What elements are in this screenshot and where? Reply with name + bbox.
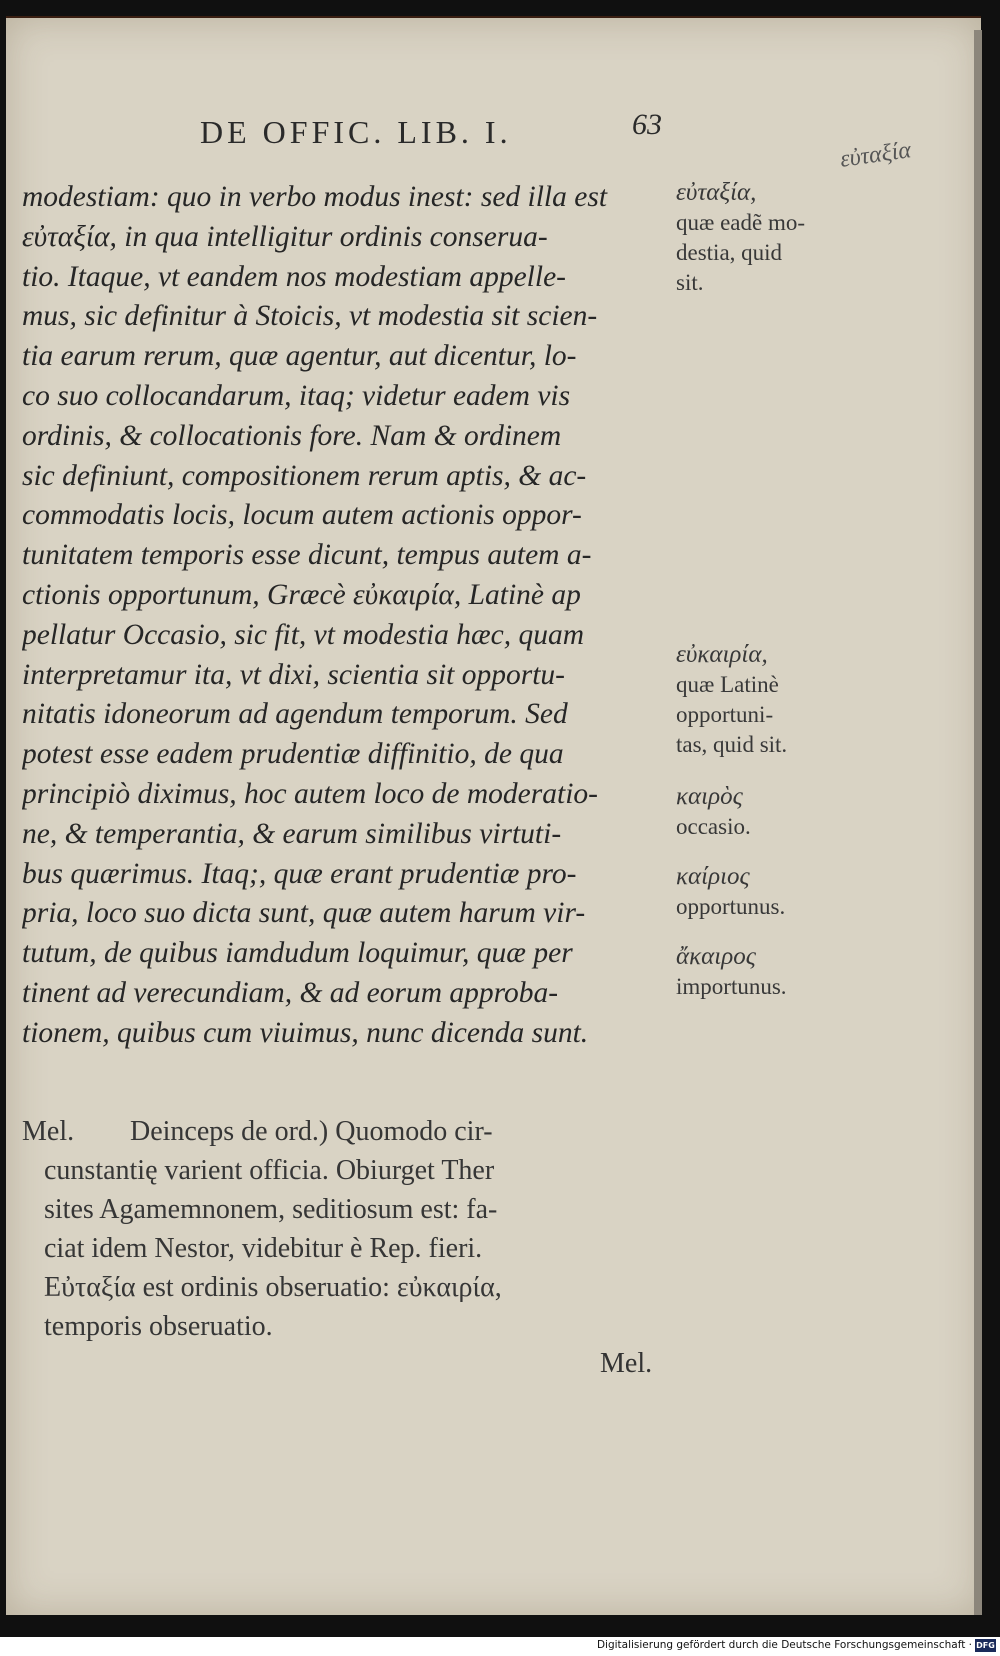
running-head (200, 108, 662, 151)
commentary-line: ciat idem Nestor, videbitur è Rep. fieri. (44, 1233, 483, 1264)
text-line: sic definiunt, compositionem rerum aptis, & ac- (22, 459, 587, 492)
margin-note-line: quæ eadẽ mo- (676, 210, 806, 235)
text-line: interpretamur ita, vt dixi, scientia sit opportu- (22, 658, 565, 691)
margin-note-kairios (676, 862, 876, 922)
text-line: mus, sic definitur à Stoicis, vt modestia sit scien- (22, 300, 598, 333)
margin-note-head: καίριος (676, 863, 750, 890)
text-line: pellatur Occasio, sic fit, vt modestia hæc, quam (22, 618, 585, 651)
text-line: ne, & temperantia, & earum similibus virtuti- (22, 817, 562, 850)
margin-note-head: καιρὸς (676, 783, 743, 810)
commentary-label: Mel. (22, 1116, 75, 1147)
text-line: tinent ad verecundiam, & ad eorum approba- (22, 976, 559, 1009)
text-line: ordinis, & collocationis fore. Nam & ordinem (22, 419, 562, 452)
margin-note-head: εὐταξία, (676, 179, 757, 206)
dfg-logo: DFG (976, 1641, 995, 1650)
text-line: modestiam: quo in verbo modus inest: sed illa est (22, 181, 608, 213)
text-line: nitatis idoneorum ad agendum temporum. Sed (22, 698, 568, 731)
text-line: co suo collocandarum, itaq; videtur eadem vis (22, 379, 571, 412)
margin-note-line: occasio. (676, 814, 751, 839)
commentary-line: temporis obseruatio. (44, 1311, 273, 1342)
commentary-line: sites Agamemnonem, seditiosum est: fa- (44, 1194, 498, 1225)
margin-note-line: opportuni- (676, 702, 774, 727)
text-line: tio. Itaque, vt eandem nos modestiam appelle- (22, 260, 566, 293)
commentary-first-line (22, 1112, 672, 1151)
text-line: tionem, quibus cum viuimus, nunc dicenda sunt. (22, 1016, 589, 1049)
margin-note-kairos (676, 782, 876, 842)
commentary-line: cunstantię varient officia. Obiurget Ther (44, 1155, 495, 1186)
margin-note-line: quæ Latinè (676, 672, 779, 697)
margin-note-line: importunus. (676, 974, 787, 999)
running-head-title: DE OFFIC. LIB. I. (200, 114, 512, 150)
commentary-lemma: Deinceps de ord.) Quomodo cir- (130, 1116, 493, 1147)
text-line: bus quærimus. Itaq;, quæ erant prudentiæ pro- (22, 857, 577, 890)
text-line: commodatis locis, locum autem actionis oppor- (22, 499, 582, 532)
text-line: tutum, de quibus iamdudum loquimur, quæ per (22, 937, 573, 970)
margin-note-head: εὐκαιρία, (676, 641, 768, 668)
text-line: pria, loco suo dicta sunt, quæ autem harum vir- (22, 897, 586, 930)
margin-note-line: destia, quid (676, 240, 783, 265)
text-line: εὐταξία, in qua intelligitur ordinis conserua- (22, 220, 548, 253)
commentary-line: Εὐταξία est ordinis obseruatio: εὐκαιρία, (44, 1272, 502, 1303)
page-right-edge (974, 30, 982, 1615)
catchword: Mel. (600, 1348, 653, 1379)
page-number: 63 (632, 108, 662, 141)
text-line: tia earum rerum, quæ agentur, aut dicentur, lo- (22, 340, 577, 373)
footer-credit: Digitalisierung gefördert durch die Deutsche Forschungsgemeinschaft · (596, 1639, 972, 1651)
handwritten-annotation: εὐταξία (838, 137, 913, 173)
text-line: tunitatem temporis esse dicunt, tempus autem a- (22, 539, 592, 572)
margin-note-akairos (676, 942, 876, 1002)
margin-note-head: ἄκαιρος (676, 943, 756, 970)
margin-note-line: sit. (676, 270, 704, 295)
main-text-block (22, 178, 672, 1054)
commentary-block (22, 1112, 672, 1346)
text-line: potest esse eadem prudentiæ diffinitio, de qua (22, 738, 564, 771)
margin-note-eutaxia (676, 178, 876, 298)
margin-note-line: tas, quid sit. (676, 732, 788, 757)
text-line: ctionis opportunum, Græcè εὐκαιρία, Latinè ap (22, 578, 581, 611)
text-line: principiò diximus, hoc autem loco de moderatio- (22, 777, 598, 810)
margin-note-eukairia (676, 640, 876, 760)
margin-note-line: opportunus. (676, 894, 786, 919)
